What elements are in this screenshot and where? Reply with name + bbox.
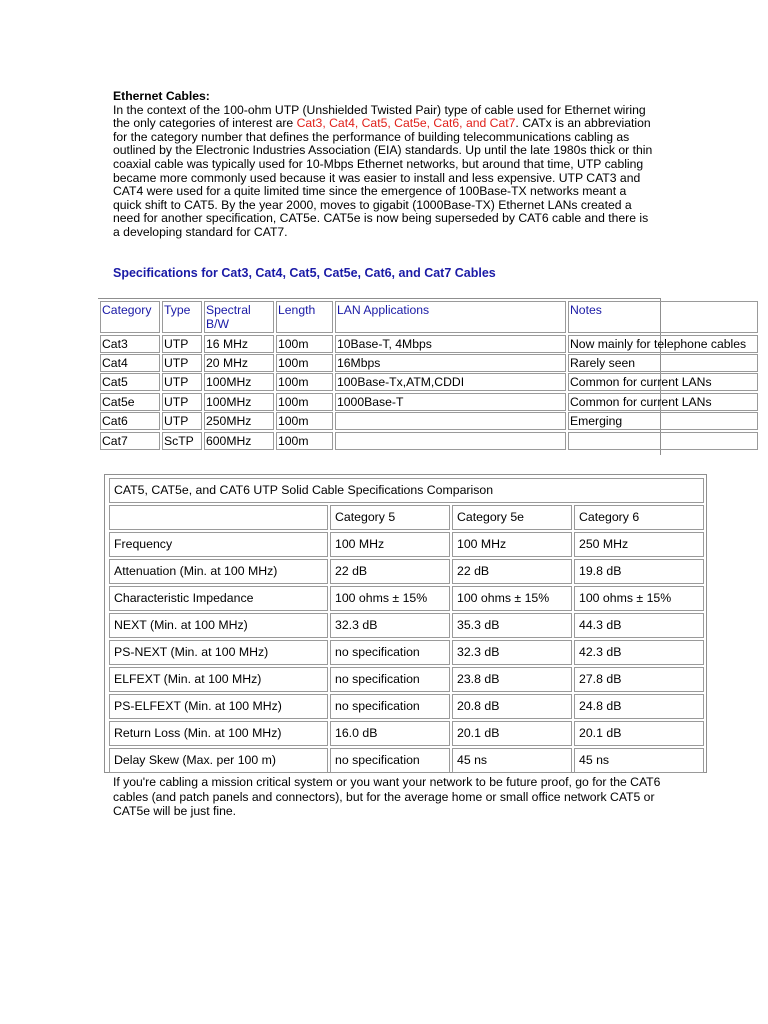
table2-cell: 32.3 dB (452, 640, 572, 665)
table2-header-cell: Category 5 (330, 505, 450, 530)
table2-cell: 27.8 dB (574, 667, 704, 692)
table1-cell: 100MHz (204, 393, 274, 411)
table2-header-cell: Category 5e (452, 505, 572, 530)
table1-cell: Cat6 (100, 412, 160, 430)
table1-cell (335, 432, 566, 450)
table1-header-cell: Spectral B/W (204, 301, 274, 333)
table1-cell: Cat5e (100, 393, 160, 411)
table2-cell: 100 MHz (330, 532, 450, 557)
table1-cell: Cat4 (100, 354, 160, 372)
table2-cell: 42.3 dB (574, 640, 704, 665)
table1-cell: 16 MHz (204, 335, 274, 353)
table2-cell: 20.1 dB (574, 721, 704, 746)
table2-row-label: NEXT (Min. at 100 MHz) (109, 613, 328, 638)
table2-row-label: PS-ELFEXT (Min. at 100 MHz) (109, 694, 328, 719)
table2-row-label: Attenuation (Min. at 100 MHz) (109, 559, 328, 584)
table2-cell: 250 MHz (574, 532, 704, 557)
table2-cell: 45 ns (574, 748, 704, 773)
closing-paragraph: If you're cabling a mission critical system or you want your network to be future proof, go for the CAT6 cables (and patch panels and connectors), but for the average home or small office network CAT5 or CAT5e will be just fine. (113, 775, 661, 819)
table2-row-label: PS-NEXT (Min. at 100 MHz) (109, 640, 328, 665)
table2-cell: 100 ohms ± 15% (330, 586, 450, 611)
table2-cell: 100 MHz (452, 532, 572, 557)
specifications-title: Specifications for Cat3, Cat4, Cat5, Cat5e, Cat6, and Cat7 Cables (113, 266, 496, 280)
table2-row-label: Characteristic Impedance (109, 586, 328, 611)
table1-cell: Cat3 (100, 335, 160, 353)
intro-text-before: In the context of the 100-ohm UTP (Unshielded Twisted Pair) type of cable used for Ethernet wiring the only categories of interest are (113, 102, 646, 131)
table2-cell: 100 ohms ± 15% (452, 586, 572, 611)
table2-cell: 45 ns (452, 748, 572, 773)
table2-cell: 23.8 dB (452, 667, 572, 692)
table2-cell: 22 dB (452, 559, 572, 584)
intro-text-after: . CATx is an abbreviation for the category number that defines the performance of building telecommunications cabling as outlined by the Electronic Industries Association (EIA) standards. Up until the late 1980s thick or thin coaxial cable was typically used for 10-Mbps Ethernet networks, but around that time, UTP cabling became more commonly used because it was easier to install and less expensive. UTP CAT3 and CAT4 were used for a quite limited time since the emergence of 100Base-TX networks meant a quick shift to CAT5. By the year 2000, moves to gigabit (1000Base-TX) Ethernet LANs created a need for another specification, CAT5e. CAT5e is now being superseded by CAT6 cable and there is a developing standard for CAT7. (113, 116, 653, 239)
table2-row-label: ELFEXT (Min. at 100 MHz) (109, 667, 328, 692)
table1-header-cell: Notes (568, 301, 758, 333)
table1-cell: UTP (162, 354, 202, 372)
table1-cell: UTP (162, 373, 202, 391)
table2-cell: no specification (330, 667, 450, 692)
table1-cell: Common for current LANs (568, 393, 758, 411)
table2-cell: 19.8 dB (574, 559, 704, 584)
table2-cell: 20.8 dB (452, 694, 572, 719)
table1-cell: 20 MHz (204, 354, 274, 372)
table1-cell: 100m (276, 432, 333, 450)
table1-cell: 100MHz (204, 373, 274, 391)
table1-cell: Rarely seen (568, 354, 758, 372)
table1-cell: 10Base-T, 4Mbps (335, 335, 566, 353)
table1-header-cell: Category (100, 301, 160, 333)
table2-header-cell: Category 6 (574, 505, 704, 530)
table1-cell: UTP (162, 393, 202, 411)
intro-categories-highlight: Cat3, Cat4, Cat5, Cat5e, Cat6, and Cat7 (296, 116, 516, 131)
table1-cell: 100Base-Tx,ATM,CDDI (335, 373, 566, 391)
cable-specifications-table (98, 298, 747, 455)
table2-cell: 32.3 dB (330, 613, 450, 638)
table2-cell: 16.0 dB (330, 721, 450, 746)
table2-cell: no specification (330, 640, 450, 665)
table1-cell: ScTP (162, 432, 202, 450)
table1-header-cell: Type (162, 301, 202, 333)
table1-cell: Cat7 (100, 432, 160, 450)
table2-cell: 22 dB (330, 559, 450, 584)
utp-comparison-table (104, 474, 707, 773)
table1-cell: 100m (276, 335, 333, 353)
table2-cell: no specification (330, 748, 450, 773)
table2-cell: 44.3 dB (574, 613, 704, 638)
table1-cell: Common for current LANs (568, 373, 758, 391)
table1-cell: Now mainly for telephone cables (568, 335, 758, 353)
table1-cell: 100m (276, 393, 333, 411)
table-frame-top (98, 298, 661, 299)
table2-cell: 24.8 dB (574, 694, 704, 719)
table1-cell: UTP (162, 412, 202, 430)
table1-cell: 100m (276, 373, 333, 391)
table1-cell: UTP (162, 335, 202, 353)
table2-cell: 35.3 dB (452, 613, 572, 638)
table1-cell: 250MHz (204, 412, 274, 430)
table1-header-cell: LAN Applications (335, 301, 566, 333)
table1-cell: 100m (276, 412, 333, 430)
table2-cell: 20.1 dB (452, 721, 572, 746)
table1-cell: 1000Base-T (335, 393, 566, 411)
table1-cell: 600MHz (204, 432, 274, 450)
table2-header-cell (109, 505, 328, 530)
table2-row-label: Delay Skew (Max. per 100 m) (109, 748, 328, 773)
table2-title-cell: CAT5, CAT5e, and CAT6 UTP Solid Cable Specifications Comparison (109, 478, 704, 503)
intro-heading: Ethernet Cables: (113, 89, 210, 103)
table1-cell: Emerging (568, 412, 758, 430)
table2-row-label: Return Loss (Min. at 100 MHz) (109, 721, 328, 746)
table1-cell: Cat5 (100, 373, 160, 391)
table1-cell: 100m (276, 354, 333, 372)
table2-row-label: Frequency (109, 532, 328, 557)
table2-cell: no specification (330, 694, 450, 719)
table1-cell (568, 432, 758, 450)
table1-header-cell: Length (276, 301, 333, 333)
table2-cell: 100 ohms ± 15% (574, 586, 704, 611)
table1-cell: 16Mbps (335, 354, 566, 372)
table1-cell (335, 412, 566, 430)
intro-section (113, 90, 658, 240)
